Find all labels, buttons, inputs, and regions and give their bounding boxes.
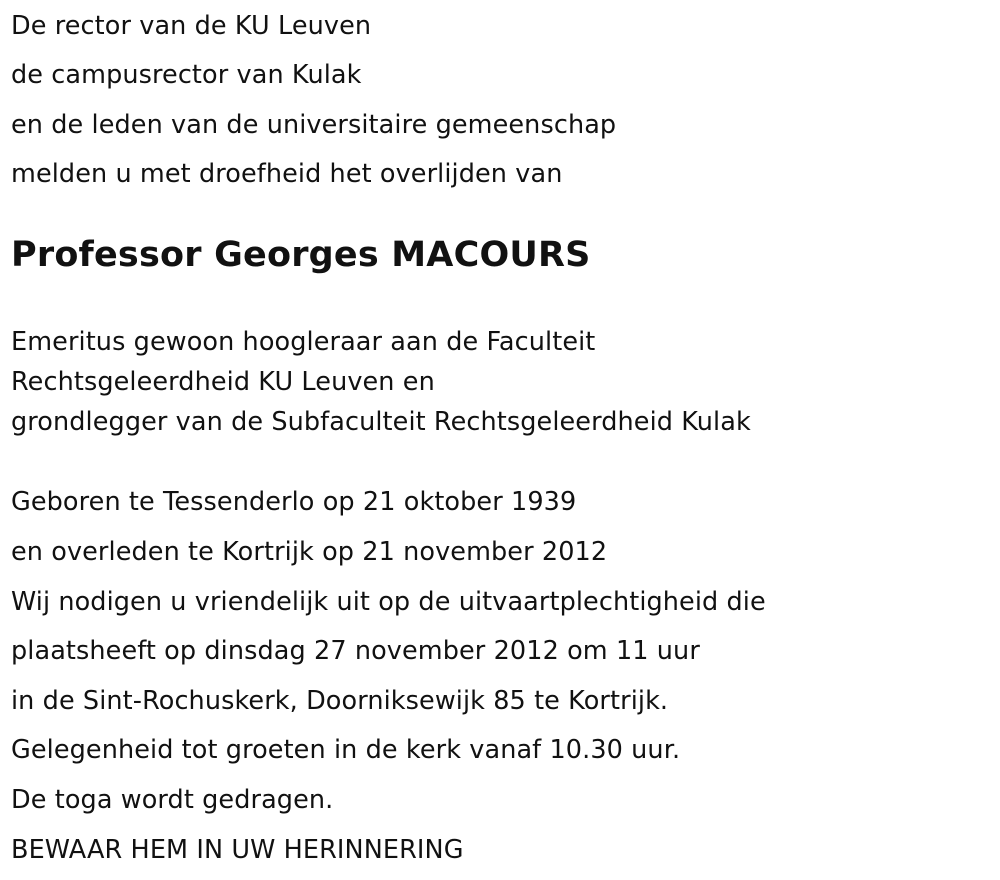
detail-line-greeting: Gelegenheid tot groeten in de kerk vanaf 10.30 uur. bbox=[11, 735, 681, 765]
deceased-name: Professor Georges MACOURS bbox=[11, 235, 591, 275]
detail-line-invitation: Wij nodigen u vriendelijk uit op de uitvaartplechtigheid die bbox=[11, 587, 766, 617]
detail-line-born: Geboren te Tessenderlo op 21 oktober 1939 bbox=[11, 487, 577, 517]
title-line-faculty: Rechtsgeleerdheid KU Leuven en bbox=[11, 367, 435, 397]
intro-line-community: en de leden van de universitaire gemeenschap bbox=[11, 110, 617, 140]
detail-line-location: in de Sint-Rochuskerk, Doorniksewijk 85 te Kortrijk. bbox=[11, 686, 669, 716]
title-line-emeritus: Emeritus gewoon hoogleraar aan de Faculteit bbox=[11, 327, 596, 357]
detail-line-date: plaatsheeft op dinsdag 27 november 2012 om 11 uur bbox=[11, 636, 700, 666]
intro-line-announcement: melden u met droefheid het overlijden van bbox=[11, 159, 563, 189]
detail-line-toga: De toga wordt gedragen. bbox=[11, 785, 334, 815]
intro-line-rector: De rector van de KU Leuven bbox=[11, 11, 372, 41]
title-line-founder: grondlegger van de Subfaculteit Rechtsgeleerdheid Kulak bbox=[11, 407, 751, 437]
detail-line-died: en overleden te Kortrijk op 21 november 2012 bbox=[11, 537, 608, 567]
detail-line-remembrance: BEWAAR HEM IN UW HERINNERING bbox=[11, 835, 464, 865]
intro-line-campusrector: de campusrector van Kulak bbox=[11, 60, 362, 90]
